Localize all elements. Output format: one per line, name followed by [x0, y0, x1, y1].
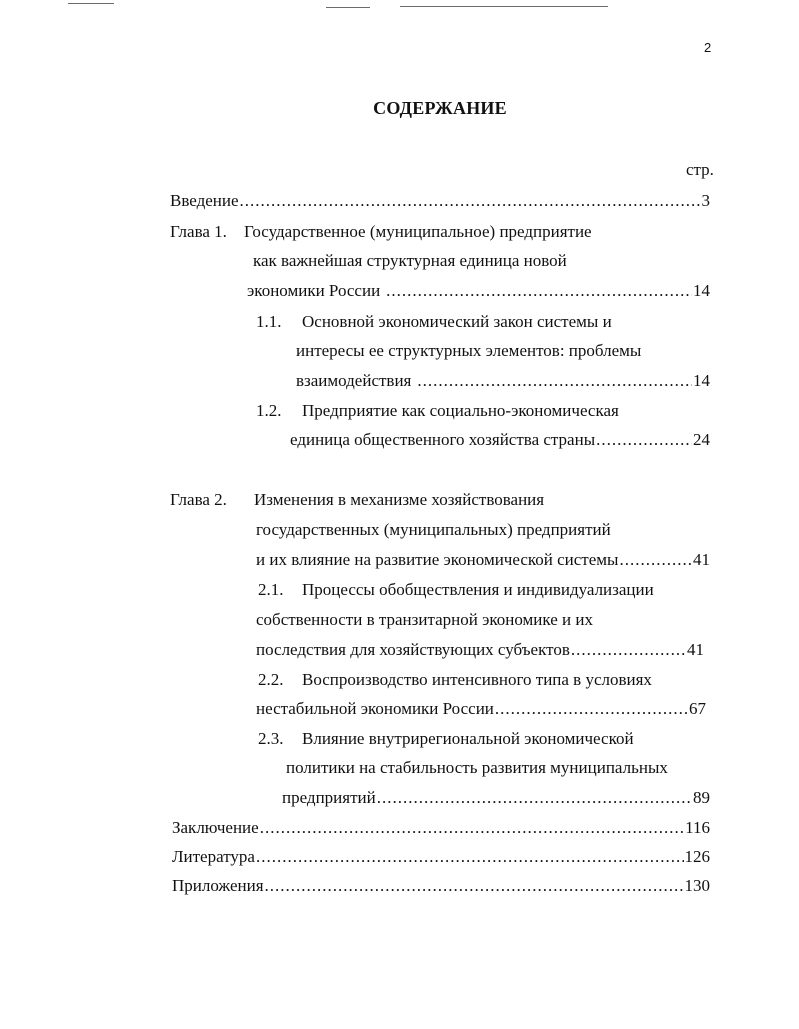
toc-section-number: 2.3. [258, 729, 284, 748]
toc-section-number: 2.2. [258, 670, 284, 689]
leader-dots [417, 369, 692, 393]
toc-entry-appendices [172, 874, 710, 898]
leader-dots [240, 189, 701, 213]
toc-chapter-title-line: Изменения в механизме хозяйствования [254, 490, 545, 509]
toc-entry-section-1-1 [296, 369, 710, 393]
page-title: СОДЕРЖАНИЕ [373, 98, 507, 118]
leader-dots [571, 638, 686, 662]
toc-chapter-title-line: государственных (муниципальных) предприятий [256, 520, 611, 539]
toc-section-title-line: Влияние внутрирегиональной экономической [302, 729, 634, 748]
toc-entry-section-2-1 [256, 638, 704, 662]
toc-entry-chapter-2 [256, 548, 710, 572]
toc-section-title-line: политики на стабильность развития муниципальных [286, 758, 668, 777]
toc-section-number: 1.1. [256, 312, 282, 331]
toc-entry-title: взаимодействия [296, 371, 412, 390]
toc-entry-section-2-3 [282, 786, 710, 810]
scan-artifact-line [68, 3, 114, 4]
scan-artifact-line [326, 7, 370, 8]
toc-section-title-line: Процессы обобществления и индивидуализации [302, 580, 654, 599]
toc-section-title-line: интересы ее структурных элементов: проблемы [296, 341, 642, 360]
toc-page-number: 24 [693, 430, 710, 449]
toc-section-number: 1.2. [256, 401, 282, 420]
toc-entry-title: Заключение [172, 818, 259, 837]
toc-page-number: 41 [687, 640, 704, 659]
toc-entry-title: Приложения [172, 876, 264, 895]
toc-chapter-label: Глава 2. [170, 490, 227, 509]
toc-entry-title: последствия для хозяйствующих субъектов [256, 640, 570, 659]
toc-entry-title: и их влияние на развитие экономической системы [256, 550, 619, 569]
toc-entry-section-2-2 [256, 697, 706, 721]
toc-entry-title: нестабильной экономики России [256, 699, 494, 718]
toc-page-number: 126 [684, 847, 710, 866]
toc-page-number: 116 [685, 818, 710, 837]
toc-entry-title: единица общественного хозяйства страны [290, 430, 596, 449]
toc-section-number: 2.1. [258, 580, 284, 599]
leader-dots [386, 279, 692, 303]
leader-dots [256, 845, 684, 869]
toc-page-number: 14 [693, 281, 710, 300]
leader-dots [377, 786, 692, 810]
toc-entry-title: экономики России [247, 281, 381, 300]
toc-entry-section-1-2 [290, 428, 710, 452]
toc-page-number: 41 [693, 550, 710, 569]
toc-entry-title: Литература [172, 847, 255, 866]
scan-artifact-line [400, 6, 608, 7]
toc-page-number: 89 [693, 788, 710, 807]
toc-section-title-line: Предприятие как социально-экономическая [302, 401, 619, 420]
page-column-label: стр. [686, 160, 714, 179]
toc-section-title-line: собственности в транзитарной экономике и их [256, 610, 593, 629]
toc-entry-title: Введение [170, 191, 239, 210]
toc-entry-title: предприятий [282, 788, 376, 807]
toc-entry-intro [170, 189, 710, 213]
toc-section-title-line: Воспроизводство интенсивного типа в условиях [302, 670, 652, 689]
toc-chapter-label: Глава 1. [170, 222, 227, 241]
toc-page-number: 3 [701, 191, 710, 210]
page-number: 2 [704, 40, 712, 55]
toc-page-number: 67 [689, 699, 706, 718]
toc-page-number: 130 [684, 876, 710, 895]
toc-entry-literature [172, 845, 710, 869]
toc-page-number: 14 [693, 371, 710, 390]
toc-entry-chapter-1 [247, 279, 710, 303]
toc-section-title-line: Основной экономический закон системы и [302, 312, 612, 331]
leader-dots [495, 697, 688, 721]
toc-chapter-title-line: Государственное (муниципальное) предприятие [244, 222, 592, 241]
leader-dots [596, 428, 692, 452]
leader-dots [265, 874, 684, 898]
toc-entry-conclusion [172, 816, 710, 840]
toc-chapter-title-line: как важнейшая структурная единица новой [253, 251, 567, 270]
leader-dots [260, 816, 684, 840]
leader-dots [619, 548, 692, 572]
